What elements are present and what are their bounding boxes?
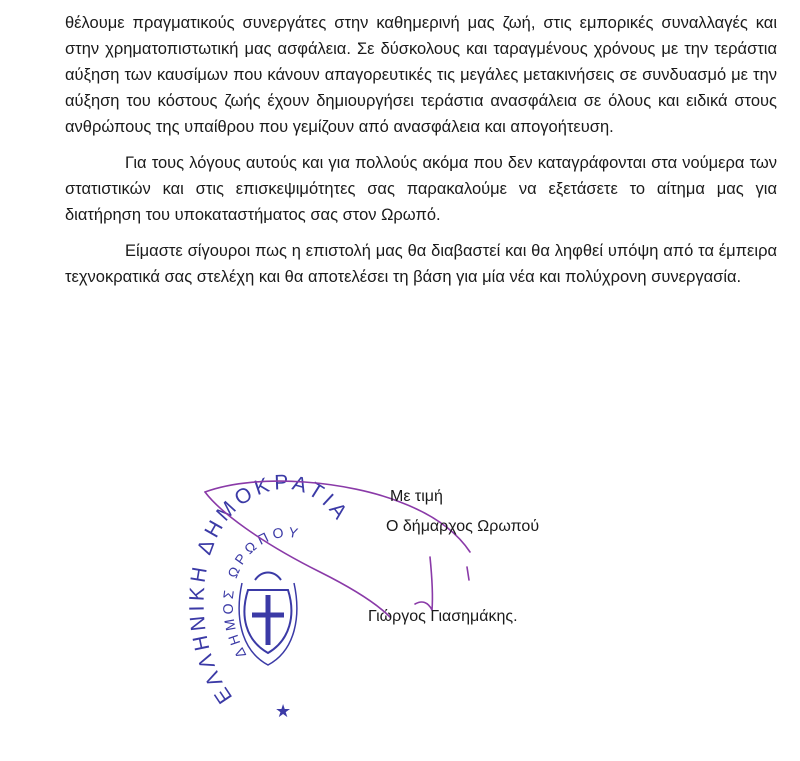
seal-star-icon: ★ bbox=[275, 701, 292, 722]
closing-block bbox=[386, 482, 540, 542]
closing-title: Ο δήμαρχος Ωρωπού bbox=[386, 518, 540, 535]
closing-salutation: Με τιμή bbox=[390, 488, 443, 505]
paragraph-3: Είμαστε σίγουροι πως η επιστολή μας θα διαβαστεί και θα ληφθεί υπόψη από τα έμπειρα τεχνοκρατικά σας στελέχη και θα αποτελέσει τη βάση για μία νέα και πολύχρονη συνεργασία. bbox=[65, 242, 777, 286]
signatory-name: Γιώργος Γιασημάκης. bbox=[368, 608, 518, 625]
seal-outer-text: ΕΛΛΗΝΙΚΗ ΔΗΜΟΚΡΑΤΙΑ bbox=[185, 471, 354, 708]
seal-inner-text: ΔΗΜΟΣ ΩΡΩΠΟΥ bbox=[219, 523, 304, 662]
paragraph-1: θέλουμε πραγματικούς συνεργάτες στην καθημερινή μας ζωή, στις εμπορικές συναλλαγές και στην χρηματοπιστωτική μας ασφάλεια. Σε δύσκολους και ταραγμένους χρόνους με την τεράστια αύξηση των καυσίμων που κάνουν απαγορευτικές τις μεγάλες μετακινήσεις σε συνδυασμό με την αύξηση του κόστους ζωής έχουν δημιουργήσει τεράστια ανασφάλεια σε όλους και ειδικά στους ανθρώπους της υπαίθρου που γεμίζουν από ανασφάλεια και απογοήτευση. bbox=[65, 14, 777, 136]
paragraph-2: Για τους λόγους αυτούς και για πολλούς ακόμα που δεν καταγράφονται στα νούμερα των στατιστικών και στις επισκεψιμότητες σας παρακαλούμε να εξετάσετε το αίτημα μας για διατήρηση του υποκαταστήματος σας στον Ωρωπό. bbox=[65, 154, 777, 224]
letter-body bbox=[65, 10, 777, 300]
